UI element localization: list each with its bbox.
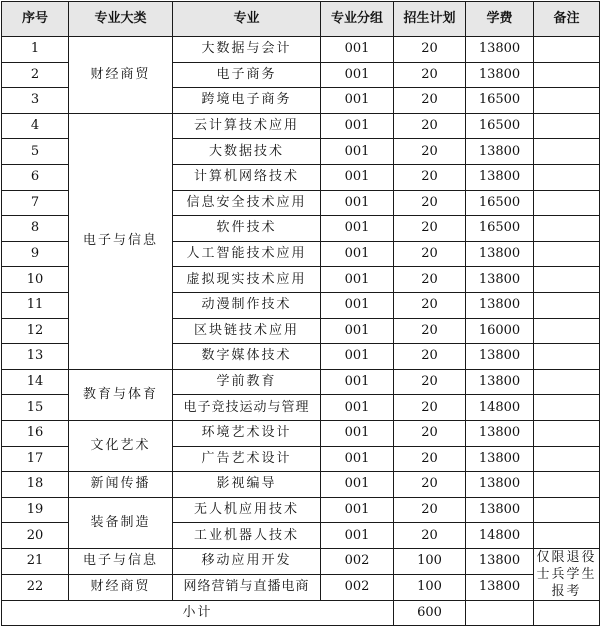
header-group: 专业分组 xyxy=(321,2,394,37)
remark-cell xyxy=(534,344,600,370)
seq-cell: 22 xyxy=(2,574,69,600)
fee-cell: 14800 xyxy=(466,395,534,421)
remark-cell xyxy=(534,267,600,293)
group-cell: 001 xyxy=(321,497,394,523)
plan-cell: 20 xyxy=(394,292,466,318)
seq-cell: 1 xyxy=(2,37,69,63)
seq-cell: 4 xyxy=(2,113,69,139)
remark-cell xyxy=(534,139,600,165)
category-cell: 财经商贸 xyxy=(69,574,173,600)
plan-cell: 20 xyxy=(394,523,466,549)
remark-cell xyxy=(534,164,600,190)
group-cell: 001 xyxy=(321,420,394,446)
remark-cell xyxy=(534,292,600,318)
seq-cell: 3 xyxy=(2,88,69,114)
plan-cell: 20 xyxy=(394,62,466,88)
group-cell: 001 xyxy=(321,62,394,88)
remark-cell xyxy=(534,241,600,267)
seq-cell: 9 xyxy=(2,241,69,267)
plan-cell: 20 xyxy=(394,446,466,472)
group-cell: 001 xyxy=(321,292,394,318)
plan-cell: 20 xyxy=(394,139,466,165)
group-cell: 001 xyxy=(321,190,394,216)
seq-cell: 20 xyxy=(2,523,69,549)
table-row xyxy=(2,113,600,139)
group-cell: 002 xyxy=(321,548,394,574)
fee-cell: 16500 xyxy=(466,88,534,114)
plan-cell: 20 xyxy=(394,472,466,498)
fee-cell: 13800 xyxy=(466,37,534,63)
header-fee: 学费 xyxy=(466,2,534,37)
seq-cell: 5 xyxy=(2,139,69,165)
major-cell: 网络营销与直播电商 xyxy=(173,574,321,600)
seq-cell: 2 xyxy=(2,62,69,88)
remark-cell xyxy=(534,190,600,216)
major-cell: 信息安全技术应用 xyxy=(173,190,321,216)
major-cell: 跨境电子商务 xyxy=(173,88,321,114)
table-row xyxy=(2,472,600,498)
fee-cell: 13800 xyxy=(466,164,534,190)
plan-cell: 20 xyxy=(394,241,466,267)
remark-cell xyxy=(534,523,600,549)
fee-cell: 13800 xyxy=(466,497,534,523)
subtotal-remark xyxy=(534,600,600,626)
header-category: 专业大类 xyxy=(69,2,173,37)
group-cell: 001 xyxy=(321,267,394,293)
group-cell: 001 xyxy=(321,472,394,498)
category-cell: 新闻传播 xyxy=(69,472,173,498)
major-cell: 软件技术 xyxy=(173,216,321,242)
fee-cell: 13800 xyxy=(466,420,534,446)
major-cell: 虚拟现实技术应用 xyxy=(173,267,321,293)
category-cell: 电子与信息 xyxy=(69,548,173,574)
major-cell: 广告艺术设计 xyxy=(173,446,321,472)
major-cell: 数字媒体技术 xyxy=(173,344,321,370)
remark-veterans: 仅限退役士兵学生报考 xyxy=(534,548,600,600)
group-cell: 001 xyxy=(321,395,394,421)
major-cell: 影视编导 xyxy=(173,472,321,498)
group-cell: 001 xyxy=(321,139,394,165)
remark-cell xyxy=(534,446,600,472)
fee-cell: 16500 xyxy=(466,216,534,242)
remark-cell xyxy=(534,113,600,139)
group-cell: 001 xyxy=(321,164,394,190)
group-cell: 001 xyxy=(321,216,394,242)
fee-cell: 13800 xyxy=(466,241,534,267)
major-cell: 环境艺术设计 xyxy=(173,420,321,446)
table-row xyxy=(2,369,600,395)
plan-cell: 20 xyxy=(394,497,466,523)
seq-cell: 8 xyxy=(2,216,69,242)
seq-cell: 11 xyxy=(2,292,69,318)
plan-cell: 20 xyxy=(394,88,466,114)
major-cell: 电子竞技运动与管理 xyxy=(173,395,321,421)
seq-cell: 19 xyxy=(2,497,69,523)
table-row xyxy=(2,37,600,63)
remark-cell xyxy=(534,88,600,114)
seq-cell: 7 xyxy=(2,190,69,216)
group-cell: 001 xyxy=(321,523,394,549)
fee-cell: 16500 xyxy=(466,113,534,139)
remark-cell xyxy=(534,420,600,446)
group-cell: 001 xyxy=(321,369,394,395)
group-cell: 001 xyxy=(321,446,394,472)
category-cell: 文化艺术 xyxy=(69,420,173,471)
fee-cell: 16000 xyxy=(466,318,534,344)
category-cell: 教育与体育 xyxy=(69,369,173,420)
plan-cell: 20 xyxy=(394,216,466,242)
group-cell: 001 xyxy=(321,88,394,114)
fee-cell: 16500 xyxy=(466,190,534,216)
remark-cell xyxy=(534,216,600,242)
plan-cell: 100 xyxy=(394,574,466,600)
seq-cell: 13 xyxy=(2,344,69,370)
header-seq: 序号 xyxy=(2,2,69,37)
remark-cell xyxy=(534,37,600,63)
group-cell: 001 xyxy=(321,318,394,344)
plan-cell: 20 xyxy=(394,37,466,63)
plan-cell: 20 xyxy=(394,420,466,446)
major-cell: 工业机器人技术 xyxy=(173,523,321,549)
seq-cell: 17 xyxy=(2,446,69,472)
remark-cell xyxy=(534,497,600,523)
plan-cell: 20 xyxy=(394,164,466,190)
remark-cell xyxy=(534,395,600,421)
plan-cell: 20 xyxy=(394,395,466,421)
major-cell: 移动应用开发 xyxy=(173,548,321,574)
remark-cell xyxy=(534,369,600,395)
plan-cell: 20 xyxy=(394,369,466,395)
table-row xyxy=(2,548,600,574)
category-cell: 电子与信息 xyxy=(69,113,173,369)
fee-cell: 13800 xyxy=(466,472,534,498)
group-cell: 001 xyxy=(321,344,394,370)
fee-cell: 13800 xyxy=(466,446,534,472)
remark-cell xyxy=(534,62,600,88)
table-row xyxy=(2,497,600,523)
major-cell: 学前教育 xyxy=(173,369,321,395)
plan-cell: 20 xyxy=(394,267,466,293)
fee-cell: 13800 xyxy=(466,62,534,88)
seq-cell: 12 xyxy=(2,318,69,344)
plan-cell: 20 xyxy=(394,344,466,370)
major-cell: 电子商务 xyxy=(173,62,321,88)
fee-cell: 13800 xyxy=(466,267,534,293)
enrollment-table xyxy=(1,1,600,626)
category-cell: 财经商贸 xyxy=(69,37,173,114)
subtotal-row xyxy=(2,600,600,626)
major-cell: 动漫制作技术 xyxy=(173,292,321,318)
subtotal-fee xyxy=(466,600,534,626)
seq-cell: 14 xyxy=(2,369,69,395)
major-cell: 云计算技术应用 xyxy=(173,113,321,139)
fee-cell: 13800 xyxy=(466,292,534,318)
plan-cell: 20 xyxy=(394,318,466,344)
fee-cell: 13800 xyxy=(466,139,534,165)
seq-cell: 16 xyxy=(2,420,69,446)
major-cell: 区块链技术应用 xyxy=(173,318,321,344)
remark-cell xyxy=(534,318,600,344)
header-remark: 备注 xyxy=(534,2,600,37)
seq-cell: 10 xyxy=(2,267,69,293)
major-cell: 大数据技术 xyxy=(173,139,321,165)
major-cell: 计算机网络技术 xyxy=(173,164,321,190)
table-row xyxy=(2,574,600,600)
seq-cell: 15 xyxy=(2,395,69,421)
subtotal-label: 小计 xyxy=(2,600,394,626)
fee-cell: 13800 xyxy=(466,344,534,370)
plan-cell: 20 xyxy=(394,113,466,139)
plan-cell: 20 xyxy=(394,190,466,216)
major-cell: 无人机应用技术 xyxy=(173,497,321,523)
header-plan: 招生计划 xyxy=(394,2,466,37)
fee-cell: 13800 xyxy=(466,574,534,600)
seq-cell: 21 xyxy=(2,548,69,574)
group-cell: 001 xyxy=(321,113,394,139)
group-cell: 001 xyxy=(321,241,394,267)
seq-cell: 6 xyxy=(2,164,69,190)
major-cell: 大数据与会计 xyxy=(173,37,321,63)
fee-cell: 13800 xyxy=(466,369,534,395)
plan-cell: 100 xyxy=(394,548,466,574)
group-cell: 001 xyxy=(321,37,394,63)
major-cell: 人工智能技术应用 xyxy=(173,241,321,267)
group-cell: 002 xyxy=(321,574,394,600)
subtotal-plan: 600 xyxy=(394,600,466,626)
seq-cell: 18 xyxy=(2,472,69,498)
category-cell: 装备制造 xyxy=(69,497,173,548)
table-row xyxy=(2,420,600,446)
fee-cell: 13800 xyxy=(466,548,534,574)
remark-cell xyxy=(534,472,600,498)
header-major: 专业 xyxy=(173,2,321,37)
header-row xyxy=(2,2,600,37)
fee-cell: 14800 xyxy=(466,523,534,549)
